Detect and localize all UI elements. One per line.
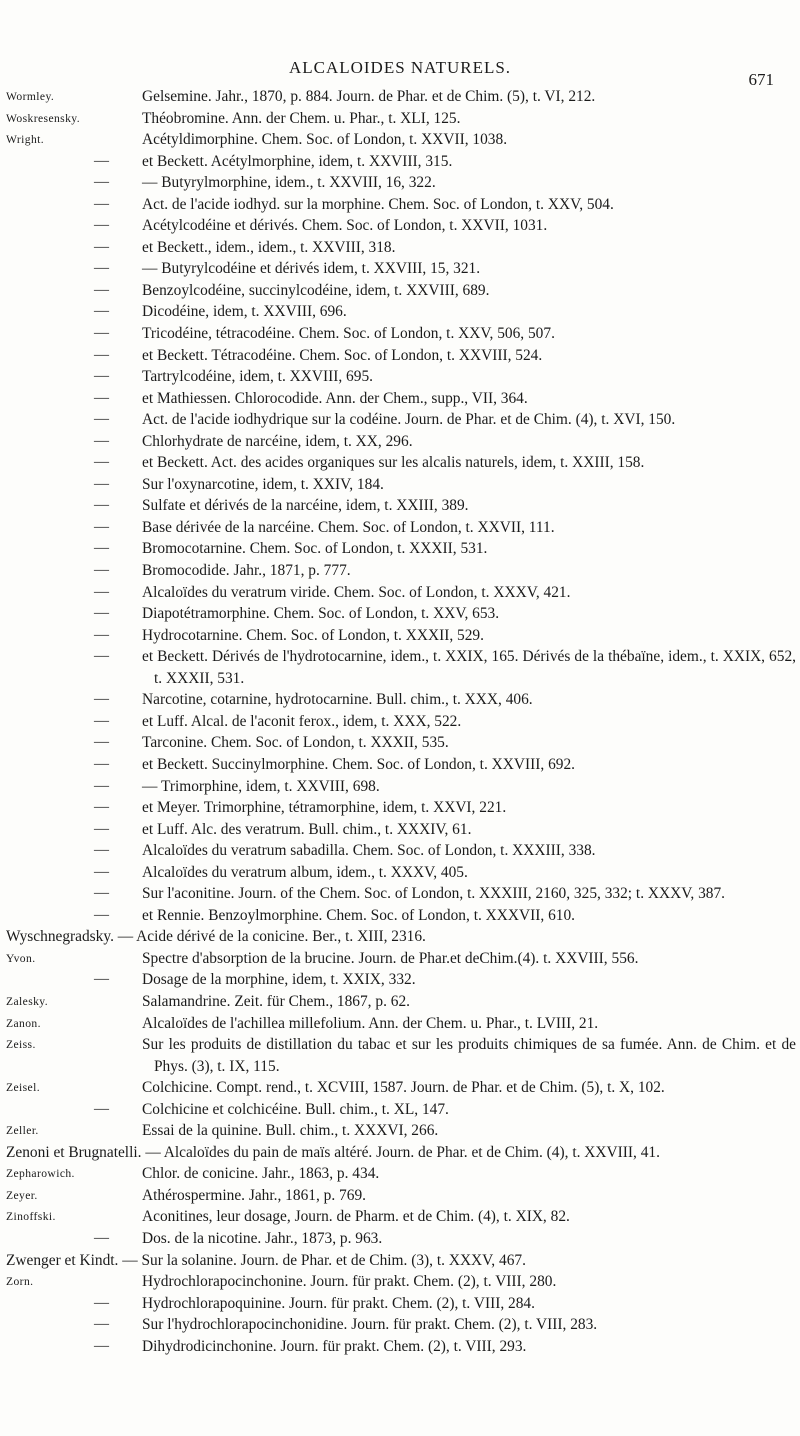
entry-author: Zepharowich. [6,1167,75,1181]
entry-author: — [94,389,110,406]
entry-text: Bromocodide. Jahr., 1871, p. 777. [142,562,351,580]
bibliography-entry [6,969,796,991]
entry-author: Zeiss. [6,1038,36,1052]
entry-text: Alcaloïdes du veratrum sabadilla. Chem. Soc. of London, t. XXXIII, 338. [142,842,596,860]
entry-text: Sur les produits de distillation du tabac et sur les produits chimiques de sa fumée. Ann. de Chim. et de Phys. (3), t. IX, 115. [142,1036,796,1075]
bibliography-entry [6,1077,796,1099]
bibliography-entry [6,1142,796,1164]
entry-text: Sur l'hydrochlorapocinchonidine. Journ. für prakt. Chem. (2), t. VIII, 283. [142,1316,598,1334]
entry-author: Woskresensky. [6,111,81,125]
entry-text: Sur l'oxynarcotine, idem, t. XXIV, 184. [142,475,384,493]
bibliography-entry [6,194,796,216]
entry-text: Spectre d'absorption de la brucine. Journ. de Phar.et deChim.(4). t. XXVIII, 556. [142,949,639,967]
entry-text: Chlorhydrate de narcéine, idem, t. XX, 296. [142,432,413,450]
entry-text: Sulfate et dérivés de la narcéine, idem, t. XXIII, 389. [142,497,469,515]
entry-text: et Beckett. Dérivés de l'hydrotocarnine, idem., t. XXIX, 165. Dérivés de la thébaïne, idem., t. XXIX, 652, t. XXXII, 531. [142,648,796,687]
bibliography-entry [6,883,796,905]
bibliography-entry [6,732,796,754]
entry-author: — [94,799,110,816]
entry-text: Wyschnegradsky. — Acide dérivé de la conicine. Ber., t. XIII, 2316. [6,928,426,946]
entry-text: Base dérivée de la narcéine. Chem. Soc. of London, t. XXVII, 111. [142,518,555,536]
entry-author: — [94,346,110,363]
entry-author: — [94,583,110,600]
bibliography-entry [6,388,796,410]
entry-author: — [94,1229,110,1246]
entry-text: Théobromine. Ann. der Chem. u. Phar., t. XLI, 125. [142,109,461,127]
entry-text: Salamandrine. Zeit. für Chem., 1867, p. 62. [142,992,410,1010]
bibliography-entry [6,948,796,970]
entry-author: — [94,217,110,234]
bibliography-entry [6,1228,796,1250]
entry-text: Zwenger et Kindt. — Sur la solanine. Journ. de Phar. et de Chim. (3), t. XXXV, 467. [6,1251,526,1269]
entry-text: et Luff. Alcal. de l'aconit ferox., idem, t. XXX, 522. [142,712,462,730]
entry-author: — [94,885,110,902]
entry-text: — Butyrylmorphine, idem., t. XXVIII, 16, 322. [142,174,436,192]
entry-author: Zanon. [6,1016,41,1030]
bibliography-entry [6,517,796,539]
entry-text: Alcaloïdes du veratrum viride. Chem. Soc. of London, t. XXXV, 421. [142,583,571,601]
entry-author: — [94,755,110,772]
bibliography-entry [6,86,796,108]
entry-text: et Rennie. Benzoylmorphine. Chem. Soc. of London, t. XXXVII, 610. [142,906,576,924]
bibliography-entry [6,1314,796,1336]
entry-author: — [94,734,110,751]
entry-text: Colchicine. Compt. rend., t. XCVIII, 1587. Journ. de Phar. et de Chim. (5), t. X, 102. [142,1079,665,1097]
bibliography-entry [6,991,796,1013]
entry-author: Zalesky. [6,994,49,1008]
entry-author: — [94,971,110,988]
entry-author: — [94,152,110,169]
bibliography-entry [6,603,796,625]
entry-text: Gelsemine. Jahr., 1870, p. 884. Journ. de Phar. et de Chim. (5), t. VI, 212. [142,88,596,105]
bibliography-entry [6,776,796,798]
bibliography-entry [6,1293,796,1315]
entry-text: et Beckett. Act. des acides organiques sur les alcalis naturels, idem, t. XXIII, 158. [142,454,645,472]
entry-text: Act. de l'acide iodhyd. sur la morphine. Chem. Soc. of London, t. XXV, 504. [142,195,614,213]
bibliography-entry [6,1120,796,1142]
entry-text: — Butyrylcodéine et dérivés idem, t. XXVIII, 15, 321. [142,260,481,278]
running-header-title: ALCALOIDES NATURELS. [288,58,512,77]
bibliography-entry [6,172,796,194]
entry-author: — [94,518,110,535]
entry-author: — [94,842,110,859]
entry-author: Wormley. [6,90,55,103]
entry-text: Essai de la quinine. Bull. chim., t. XXXVI, 266. [142,1122,439,1140]
bibliography-entry [6,431,796,453]
entry-author: — [94,238,110,255]
bibliography-entry [6,819,796,841]
entry-text: Dihydrodicinchonine. Journ. für prakt. Chem. (2), t. VIII, 293. [142,1337,527,1355]
bibliography-entry [6,1271,796,1293]
entry-text: Hydrocotarnine. Chem. Soc. of London, t. XXXII, 529. [142,626,484,644]
entry-author: — [94,1337,110,1354]
bibliography-entry [6,582,796,604]
entry-text: Tricodéine, tétracodéine. Chem. Soc. of London, t. XXV, 506, 507. [142,325,555,343]
entry-author: — [94,1100,110,1117]
entry-text: et Beckett. Tétracodéine. Chem. Soc. of London, t. XXVIII, 524. [142,346,543,364]
bibliography-entry [6,560,796,582]
entry-text: Dosage de la morphine, idem, t. XXIX, 332. [142,971,416,989]
entry-author: — [94,411,110,428]
entry-text: Aconitines, leur dosage, Journ. de Pharm. et de Chim. (4), t. XIX, 82. [142,1208,570,1226]
entry-text: Tarconine. Chem. Soc. of London, t. XXXII, 535. [142,734,449,752]
entry-author: — [94,1316,110,1333]
entry-text: Sur l'aconitine. Journ. of the Chem. Soc. of London, t. XXXIII, 2160, 325, 332; t. XXXV, 387. [142,885,726,903]
entry-author: — [94,712,110,729]
bibliography-entry [6,711,796,733]
bibliography-entry [6,797,796,819]
entry-author: — [94,605,110,622]
entry-author: — [94,777,110,794]
bibliography-entry [6,754,796,776]
entry-author: — [94,562,110,579]
entry-author: — [94,281,110,298]
entry-text: Dicodéine, idem, t. XXVIII, 696. [142,303,347,321]
bibliography-entry [6,1336,796,1358]
entry-text: Athérospermine. Jahr., 1861, p. 769. [142,1186,366,1204]
entry-text: Acétylcodéine et dérivés. Chem. Soc. of London, t. XXVII, 1031. [142,217,548,235]
bibliography-entry [6,926,796,948]
bibliography-entry [6,129,796,151]
entry-author: Zeyer. [6,1188,38,1202]
bibliography-entry [6,345,796,367]
entry-text: et Beckett., idem., idem., t. XXVIII, 318. [142,238,396,256]
bibliography-entry [6,1185,796,1207]
entry-text: et Meyer. Trimorphine, tétramorphine, idem, t. XXVI, 221. [142,799,507,817]
bibliography-entry [6,474,796,496]
entry-text: Alcaloïdes du veratrum album, idem., t. XXXV, 405. [142,863,468,881]
bibliography-entry [6,646,796,689]
page-number: 671 [748,70,774,89]
bibliography-entry [6,108,796,130]
bibliography-entry [6,625,796,647]
bibliography-entry [6,840,796,862]
entry-author: — [94,260,110,277]
entry-author: — [94,691,110,708]
bibliography-entry [6,1034,796,1077]
entry-text: Diapotétramorphine. Chem. Soc. of London, t. XXV, 653. [142,605,500,623]
bibliography-entry [6,280,796,302]
entry-author: Wright. [6,133,45,147]
bibliography-list [6,86,796,1357]
bibliography-entry [6,1206,796,1228]
entry-author: — [94,648,110,665]
entry-author: — [94,863,110,880]
bibliography-entry [6,1099,796,1121]
bibliography-entry [6,301,796,323]
entry-author: — [94,540,110,557]
bibliography-entry [6,862,796,884]
bibliography-entry [6,258,796,280]
entry-author: — [94,820,110,837]
entry-author: — [94,1294,110,1311]
bibliography-entry [6,1250,796,1272]
entry-text: — Trimorphine, idem, t. XXVIII, 698. [142,777,380,795]
entry-text: Alcaloïdes de l'achillea millefolium. Ann. der Chem. u. Phar., t. LVIII, 21. [142,1014,599,1032]
entry-author: — [94,454,110,471]
entry-text: Tartrylcodéine, idem, t. XXVIII, 695. [142,368,373,386]
bibliography-entry [6,366,796,388]
entry-author: — [94,432,110,449]
entry-author: — [94,626,110,643]
entry-author: — [94,497,110,514]
entry-author: Zorn. [6,1275,34,1289]
entry-text: Chlor. de conicine. Jahr., 1863, p. 434. [142,1165,380,1183]
entry-author: — [94,174,110,191]
entry-author: Yvon. [6,951,36,965]
bibliography-entry [6,495,796,517]
entry-text: Act. de l'acide iodhydrique sur la codéine. Journ. de Phar. et de Chim. (4), t. XVI, 150. [142,411,676,429]
bibliography-entry [6,409,796,431]
bibliography-entry [6,237,796,259]
entry-text: Bromocotarnine. Chem. Soc. of London, t. XXXII, 531. [142,540,488,558]
bibliography-entry [6,452,796,474]
entry-text: Acétyldimorphine. Chem. Soc. of London, t. XXVII, 1038. [142,131,508,149]
bibliography-entry [6,905,796,927]
entry-text: Hydrochlorapocinchonine. Journ. für prakt. Chem. (2), t. VIII, 280. [142,1273,557,1291]
entry-text: Zenoni et Brugnatelli. — Alcaloïdes du pain de maïs altéré. Journ. de Phar. et de Chim. (4), t. XXVIII, 41. [6,1143,660,1161]
bibliography-entry [6,1163,796,1185]
entry-text: Dos. de la nicotine. Jahr., 1873, p. 963. [142,1229,383,1247]
entry-text: et Mathiessen. Chlorocodide. Ann. der Chem., supp., VII, 364. [142,389,528,407]
entry-text: Benzoylcodéine, succinylcodéine, idem, t. XXVIII, 689. [142,281,490,299]
entry-text: Hydrochlorapoquinine. Journ. für prakt. Chem. (2), t. VIII, 284. [142,1294,535,1312]
entry-author: Zinoffski. [6,1210,56,1224]
entry-text: Colchicine et colchicéine. Bull. chim., t. XL, 147. [142,1100,449,1118]
entry-author: Zeisel. [6,1081,41,1095]
entry-author: — [94,368,110,385]
entry-author: Zeller. [6,1124,39,1138]
entry-text: et Beckett. Succinylmorphine. Chem. Soc. of London, t. XXVIII, 692. [142,755,575,773]
bibliography-entry [6,1013,796,1035]
entry-author: — [94,303,110,320]
entry-author: — [94,475,110,492]
bibliography-entry [6,538,796,560]
bibliography-entry [6,689,796,711]
bibliography-entry [6,215,796,237]
entry-author: — [94,325,110,342]
bibliography-entry [6,151,796,173]
entry-author: — [94,195,110,212]
entry-text: et Beckett. Acétylmorphine, idem, t. XXVIII, 315. [142,152,453,170]
entry-text: Narcotine, cotarnine, hydrotocarnine. Bull. chim., t. XXX, 406. [142,691,533,709]
bibliography-entry [6,323,796,345]
entry-text: et Luff. Alc. des veratrum. Bull. chim., t. XXXIV, 61. [142,820,472,838]
entry-author: — [94,906,110,923]
